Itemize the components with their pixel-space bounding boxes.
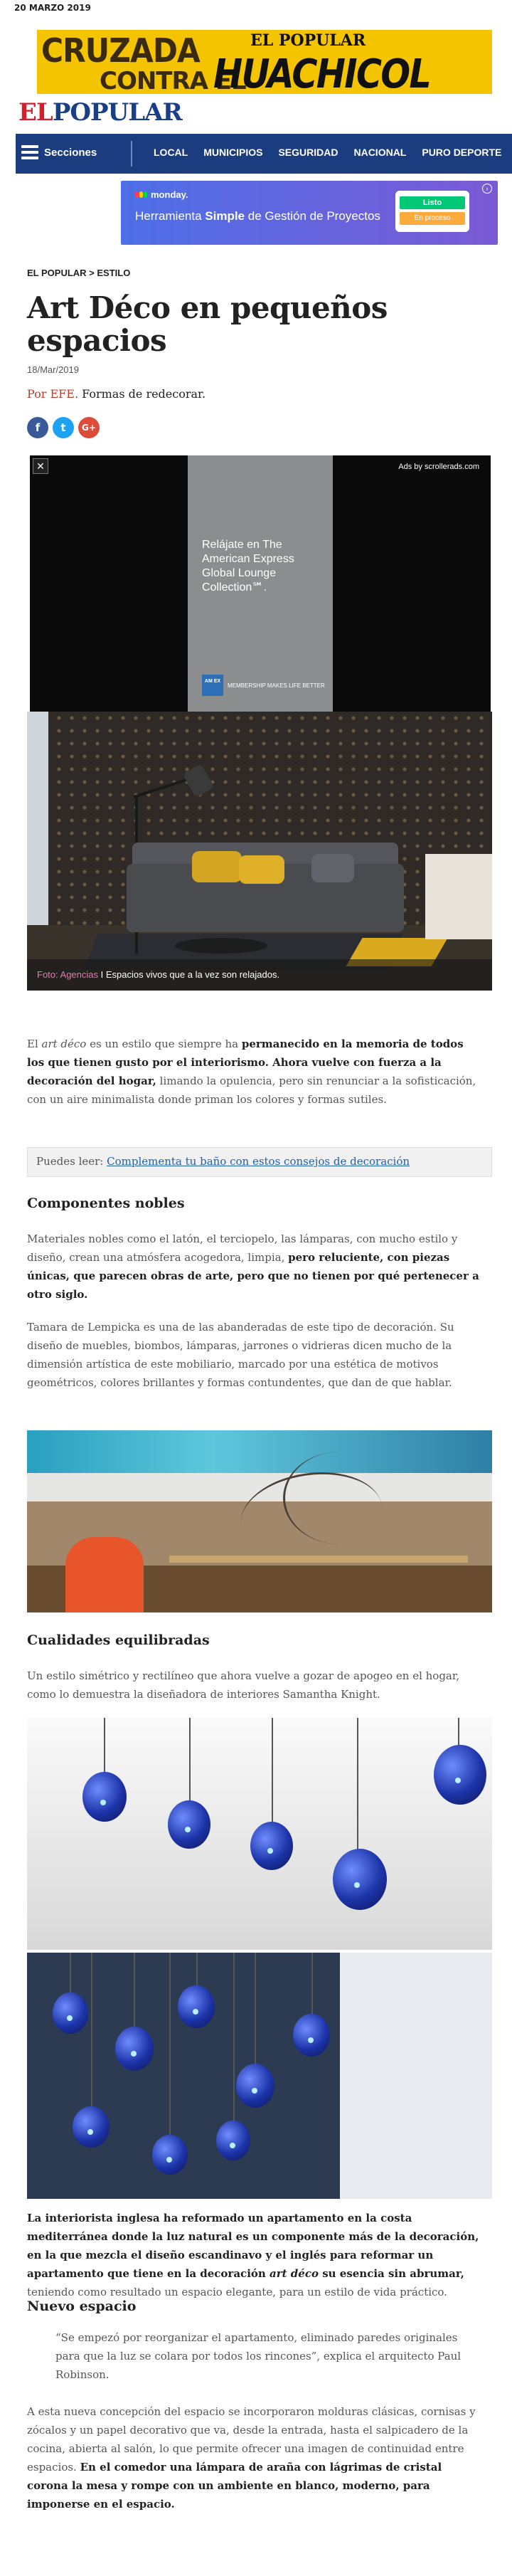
huachicol-banner-ad[interactable] bbox=[37, 30, 492, 94]
breadcrumb[interactable]: EL POPULAR > ESTILO bbox=[27, 268, 131, 278]
nav-divider bbox=[131, 141, 132, 167]
twitter-share-icon[interactable]: t bbox=[53, 417, 74, 438]
hero-image bbox=[27, 712, 492, 991]
article-date: 18/Mar/2019 bbox=[27, 364, 79, 375]
caption-text: I Espacios vivos que a la vez son relajados. bbox=[98, 969, 280, 980]
main-nav bbox=[16, 134, 512, 174]
quote-robinson: “Se empezó por reorganizar el apartamento, eliminado paredes originales para que la luz se colara por todos los rincones”, explica el arquitecto Paul Robinson. bbox=[55, 2331, 462, 2381]
nav-links bbox=[154, 147, 501, 158]
sections-menu-button[interactable] bbox=[21, 145, 97, 159]
paragraph-intro: El art déco es un estilo que siempre ha permanecido en la memoria de todos los que tienen gusto por el interiorismo. Ahora vuelve con fuerza a la decoración del hogar, limando la opulencia, pero sin renunciar a la sofisticación, con un aire minimalista donde priman los colores y formas sutiles. bbox=[27, 1038, 476, 1106]
hero-caption bbox=[27, 959, 492, 991]
byline-summary: Formas de redecorar. bbox=[82, 387, 206, 401]
nav-link-seguridad[interactable]: SEGURIDAD bbox=[278, 147, 338, 158]
caption-credit[interactable]: Foto: Agencias bbox=[37, 969, 98, 980]
social-share bbox=[27, 417, 100, 438]
amex-slogan: MEMBERSHIP MAKES LIFE BETTER bbox=[228, 682, 325, 689]
paragraph-materiales: Materiales nobles como el latón, el terciopelo, las lámparas, con mucho estilo y diseño, crean una atmósfera acogedora, limpia, pero reluciente, con piezas únicas, que parecen obras de arte, pero que no tienen por qué pertenecer a otro siglo. bbox=[27, 1232, 479, 1301]
paragraph-nueva-concepcion: A esta nueva concepción del espacio se incorporaron molduras clásicas, cornisas y zócalos y un papel decorativo que va, desde la entrada, hasta el salpicadero de la cocina, abierta al salón, lo que permite ofrecer una imagen de continuidad entre espacios. En el comedor una lámpara de araña con lágrimas de cristal corona la mesa y rompe con un ambiente en blanco, moderno, para imponerse en el espacio. bbox=[27, 2405, 476, 2511]
banner-brand: EL POPULAR bbox=[250, 31, 366, 50]
ad-choices-icon[interactable]: › bbox=[482, 184, 492, 194]
monday-logo-icon bbox=[135, 189, 148, 200]
sections-menu-label: Secciones bbox=[44, 146, 97, 159]
heading-cualidades: Cualidades equilibradas bbox=[27, 1632, 210, 1648]
nav-link-local[interactable]: LOCAL bbox=[154, 147, 188, 158]
monday-ad[interactable] bbox=[121, 181, 498, 245]
banner-line2: CONTRA EL bbox=[100, 67, 246, 94]
monday-status-card bbox=[395, 191, 469, 232]
video-ad[interactable] bbox=[30, 455, 491, 712]
orange-chair bbox=[65, 1537, 144, 1612]
paragraph-interiorista: La interiorista inglesa ha reformado un apartamento en la costa mediterránea donde la luz natural es un componente más de la decoración, en la que mezcla el diseño escandinavo y el inglés para reformar un apartamento que tiene en la decoración art déco su esencia sin abrumar, teniendo como resultado un espacio elegante, para un estilo de vida práctico. bbox=[27, 2212, 479, 2298]
byline bbox=[27, 387, 206, 401]
amex-logo: AM EX bbox=[202, 675, 223, 696]
read-also-link[interactable]: Complementa tu baño con estos consejos de decoración bbox=[107, 1155, 410, 1168]
logo-el: EL bbox=[18, 98, 53, 127]
banner-line1: CRUZADA bbox=[41, 31, 200, 70]
byline-author[interactable]: Por EFE. bbox=[27, 387, 79, 401]
close-ad-button[interactable]: ✕ bbox=[33, 458, 48, 474]
paragraph-simetrico: Un estilo simétrico y rectilíneo que ahora vuelve a gozar de apogeo en el hogar, como lo demuestra la diseñadora de interiores Samantha Knight. bbox=[27, 1669, 460, 1701]
site-logo[interactable] bbox=[18, 98, 182, 127]
nav-link-municipios[interactable]: MUNICIPIOS bbox=[203, 147, 263, 158]
read-also-box bbox=[27, 1147, 492, 1177]
status-in-progress: En proceso bbox=[400, 212, 465, 225]
amex-ad-text: Relájate en The American Express Global Lounge Collection℠. bbox=[202, 539, 294, 593]
ad-source-label[interactable]: Ads by scrollerads.com bbox=[398, 463, 479, 471]
banner-line3: HUACHICOL bbox=[213, 51, 431, 94]
status-done: Listo bbox=[400, 196, 465, 209]
nav-link-puro-deporte[interactable]: PURO DEPORTE bbox=[422, 147, 502, 158]
nav-link-nacional[interactable]: NACIONAL bbox=[353, 147, 407, 158]
logo-popular: POPULAR bbox=[52, 98, 182, 127]
header-date: 20 MARZO 2019 bbox=[14, 3, 91, 13]
pendant-lamps-photo bbox=[27, 1718, 492, 2199]
facebook-share-icon[interactable]: f bbox=[27, 417, 48, 438]
hamburger-icon bbox=[21, 145, 38, 159]
article-title: Art Déco en pequeños espacios bbox=[27, 290, 388, 358]
heading-componentes-nobles: Componentes nobles bbox=[27, 1195, 185, 1211]
read-also-label: Puedes leer: bbox=[36, 1155, 107, 1168]
dining-photo bbox=[27, 1430, 492, 1612]
google-plus-share-icon[interactable]: G+ bbox=[78, 417, 100, 438]
paragraph-lempicka: Tamara de Lempicka es una de las abanderadas de este tipo de decoración. Su diseño de muebles, biombos, lámparas, jarrones o vidrieras dicen mucho de la dimensión artística de este mobiliario, marcado por una estética de motivos geométricos, colores brillantes y formas contundentes, que dan de que hablar. bbox=[27, 1321, 454, 1389]
monday-brand: monday. bbox=[135, 189, 188, 200]
heading-nuevo-espacio: Nuevo espacio bbox=[27, 2298, 137, 2314]
monday-tagline: Herramienta Simple de Gestión de Proyectos bbox=[135, 209, 380, 223]
coffee-table bbox=[175, 938, 267, 954]
amex-ad-panel bbox=[188, 455, 333, 712]
